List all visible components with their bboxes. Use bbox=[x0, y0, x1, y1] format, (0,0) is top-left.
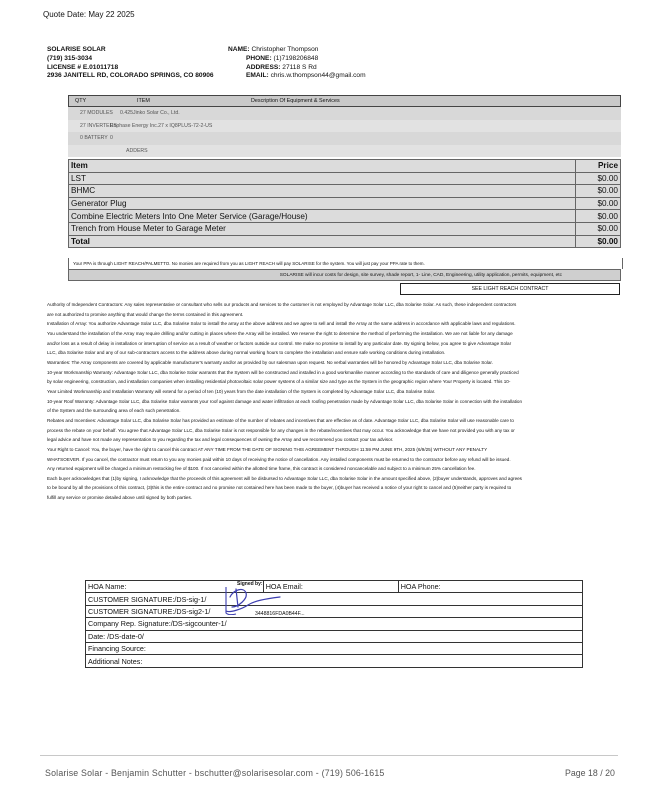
terms-line: process the rebate on your behalf. You agree that Advantage Solar LLC, dba Solarise Solar is not responsible for any changes in the rebate/incentives that may occur. You acknowledge that we have not provided you with any tax or bbox=[47, 427, 515, 433]
terms-line: Installation of Array: You authorize Advantage Solar LLC, dba Solarise Solar to install the array at the above address and we agree to sell and install the Array at the same address in accordance with applicable laws and regulations. bbox=[47, 321, 516, 327]
company-name: SOLARISE SOLAR bbox=[47, 46, 106, 53]
qty-header: QTY bbox=[75, 98, 87, 104]
terms-line: Rebates and Incentives: Advantage Solar LLC, dba Solarise Solar has provided an estimate of the number of rebates and incentives that are effective as of date. Advantage Solar LLC, dba Solarise Solar will use reasonable care to bbox=[47, 417, 514, 423]
terms-line: WHATSOEVER. If you cancel, the contractor must return to you any monies paid within 10 days of receiving the notice of cancellation. Any installed components must be returned to the contractor before any refund will be issued. bbox=[47, 456, 511, 462]
equipment-row: 0 BATTERY 0 bbox=[68, 132, 621, 145]
terms-line: Authority of Independent Contractors: Any sales representative or consultant who sells our products and services to the customer is not employed by Advantage Solar LLC, dba Solarise Solar. As such, these independent contractors bbox=[47, 302, 517, 307]
terms-line: 10-year Workmanship Warranty: Advantage Solar LLC, dba Solarise Solar warrants that the System will be constructed and installed in a good workmanlike manner according to the standards of care and diligence generally practiced bbox=[47, 369, 519, 375]
terms-line: LLC, dba Solarise Solar and any of our sub-contractors access to the address above during normal working hours to complete the installation and ensure safe working conditions during installation. bbox=[47, 350, 446, 356]
terms-line: to be bound by all the provisions of this contract, (3)this is the entire contract and no promise not contained here has been made to the buyer, (4)buyer has received a notice of your right to cancel and (5)neither party is required to bbox=[47, 485, 512, 491]
equipment-header bbox=[68, 95, 621, 107]
terms-line: Any returned equipment will be charged a minimum restocking fee of $100. If not canceled within the allotted time frame, this contract is considered noncancelable and subject to a minimum 25% cancellation fee. bbox=[47, 466, 476, 472]
incur-costs-note: SOLARISE will incur costs for design, site survey, shade report, 1- Line, CAD, Engineering, utility application, permits, equipment, etc bbox=[68, 269, 621, 281]
table-row: BHMC $0.00 bbox=[69, 185, 621, 198]
terms-line: of the System and the surrounding area of each such penetration. bbox=[47, 408, 181, 414]
signature-id: 3448816FDA0B44F... bbox=[255, 611, 305, 617]
additional-notes-field[interactable]: Additional Notes: bbox=[86, 655, 583, 667]
footer-contact: Solarise Solar - Benjamin Schutter - bschutter@solarisesolar.com - (719) 506-1615 bbox=[45, 768, 385, 778]
customer-signature-1[interactable]: CUSTOMER SIGNATURE:/DS-sig-1/ bbox=[86, 593, 583, 605]
page-number: Page 18 / 20 bbox=[565, 768, 615, 778]
hoa-name-field[interactable]: HOA Name: bbox=[86, 581, 264, 593]
hoa-phone-field[interactable]: HOA Phone: bbox=[398, 581, 582, 593]
terms-line: Warranties: The Array components are covered by applicable manufacturer's warranty and/or as provided by our salesman upon request. No verbal warranties will be honored by Advantage Solar LLC, dba Solarise Solar. bbox=[47, 359, 493, 365]
customer-info bbox=[228, 46, 366, 81]
terms-line: fulfill any service or promise detailed above until signed by both parties. bbox=[47, 495, 193, 501]
item-column-header: Item bbox=[69, 160, 576, 173]
terms-line: 10-year Roof Warranty: Advantage Solar LLC, dba Solarise Solar warrants your roof against damage and water infiltration at each roofing penetration made by Advantage Solar LLC, dba Solarise Solar in connection with the installation bbox=[47, 398, 523, 404]
terms-and-conditions bbox=[47, 300, 607, 503]
total-row: Total $0.00 bbox=[69, 235, 621, 248]
customer-name: Christopher Thompson bbox=[251, 46, 319, 53]
equipment-row: 27 INVERTERS Enphase Energy Inc.27 x IQ8PLUS-72-2-US bbox=[68, 120, 621, 133]
terms-line: legal advice and have not made any representation to you regarding the tax and legal consequences of owning the Array and we recommend you contact your tax advisor. bbox=[47, 437, 394, 443]
terms-line: by solar engineering, construction, and installation companies when installing residential photovoltaic solar power systems of a similar size and type as the System in the geographic region where Your Property is located. This 10- bbox=[47, 379, 511, 385]
table-row: Combine Electric Meters Into One Meter Service (Garage/House) $0.00 bbox=[69, 210, 621, 223]
company-license: LICENSE # E.01011718 bbox=[47, 63, 119, 71]
item-header: ITEM bbox=[137, 98, 150, 104]
price-column-header: Price bbox=[576, 160, 621, 173]
terms-line: and/or loss as a result of delay in installation or interruption of service as a result of weather or factors outside our control. We make no promise to install by any particular date. By signing below, you agree to give Advantage Solar bbox=[47, 340, 512, 346]
customer-address: 27118 S Rd bbox=[282, 63, 317, 71]
ppa-note: Your PPA is through LIGHT REACH/PALMETTO. No monies are required from you as LIGHT REACH will pay SOLARISE for the system. You will just pay your PPA rate to them. bbox=[68, 258, 623, 269]
customer-name-label: NAME: bbox=[228, 46, 250, 53]
company-phone: (719) 315-3034 bbox=[47, 54, 93, 62]
customer-signature-2[interactable]: CUSTOMER SIGNATURE:/DS-sig2-1/ bbox=[86, 605, 583, 617]
quote-date: Quote Date: May 22 2025 bbox=[43, 10, 135, 19]
customer-email: chris.w.thompson44@gmail.com bbox=[270, 72, 366, 80]
adders-table bbox=[68, 159, 621, 248]
description-header: Description Of Equipment & Services bbox=[251, 98, 340, 104]
signed-by-label: Signed by: bbox=[237, 581, 263, 587]
footer-divider bbox=[40, 755, 618, 756]
table-row: Trench from House Meter to Garage Meter $0.00 bbox=[69, 222, 621, 235]
company-address: 2936 JANITELL RD, COLORADO SPRINGS, CO 80906 bbox=[47, 72, 214, 80]
terms-line: Year Limited Workmanship and Installation Warranty will extend for a period of ten (10) years from the date installation of the System is completed by Advantage Solar LLC, dba Solarise Solar. bbox=[47, 388, 436, 394]
customer-phone-label: PHONE: bbox=[246, 54, 272, 62]
table-row: LST $0.00 bbox=[69, 172, 621, 185]
financing-source-field[interactable]: Financing Source: bbox=[86, 642, 583, 654]
equipment-row: 27 MODULES 0.425Jinko Solar Co., Ltd. bbox=[68, 107, 621, 120]
signature-table bbox=[85, 580, 583, 668]
terms-line: Your Right to Cancel: You, the buyer, have the right to cancel this contract AT ANY TIME FROM THE DATE OF SIGNING THIS AGREEMENT THROUGH 11:59 PM JUNE 9TH, 2025 (6/9/25) WITHOUT ANY PENALTY bbox=[47, 446, 488, 452]
hoa-email-field[interactable]: HOA Email: bbox=[263, 581, 398, 593]
see-lightreach-contract: SEE LIGHT REACH CONTRACT bbox=[400, 283, 620, 295]
date-field[interactable]: Date: /DS-date-0/ bbox=[86, 630, 583, 642]
table-row: Generator Plug $0.00 bbox=[69, 197, 621, 210]
customer-phone: (1)7198206848 bbox=[273, 54, 319, 62]
terms-line: Each buyer acknowledges that (1)by signing, I acknowledge that the proceeds of this agreement will be disbursed to Advantage Solar LLC, dba Solarise Solar in the amount specified above, (2)buyer understands, approves and agrees bbox=[47, 475, 522, 481]
adders-header-row bbox=[69, 160, 621, 173]
company-info bbox=[47, 46, 214, 81]
company-rep-signature[interactable]: Company Rep. Signature:/DS-sigcounter-1/ bbox=[86, 618, 583, 630]
equipment-table bbox=[68, 95, 621, 157]
terms-line: are not authorized to promise anything that would change the terms contained in this agreement. bbox=[47, 311, 244, 317]
equipment-row: ADDERS bbox=[68, 145, 621, 158]
terms-line: You understand the installation of the Array may require drilling and/or cutting in places where the Array will be installed. We reserve the right to determine the method of performing the installation. We are not liable for any damage bbox=[47, 330, 513, 336]
customer-address-label: ADDRESS: bbox=[246, 63, 281, 71]
customer-email-label: EMAIL: bbox=[246, 72, 269, 80]
